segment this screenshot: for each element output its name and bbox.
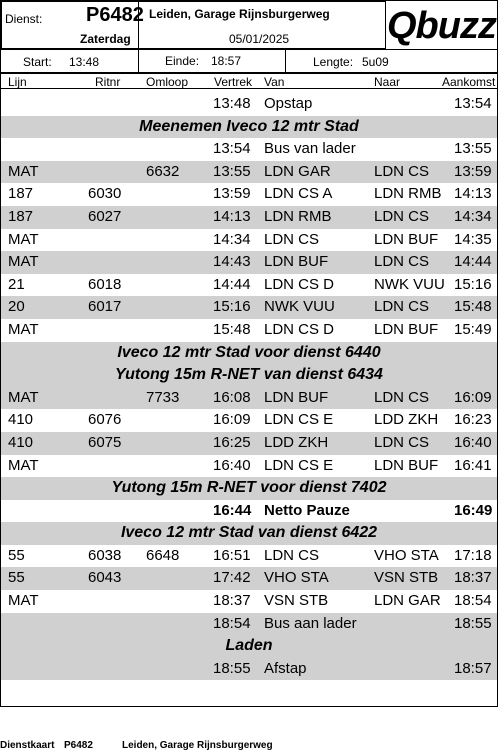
vertrek-cell: 16:51 (213, 546, 251, 564)
lijn-cell: 187 (8, 185, 34, 203)
vertrek-cell: 15:16 (213, 298, 251, 316)
lijn-cell: MAT (8, 230, 39, 248)
naar-cell: LDN CS (374, 433, 430, 451)
aankomst-cell: 15:49 (454, 320, 492, 338)
aankomst-cell: 14:13 (454, 185, 492, 203)
section-row (1, 364, 497, 387)
van-cell: Bus van lader (264, 140, 356, 158)
van-cell: Netto Pauze (264, 501, 350, 519)
aankomst-cell: 15:48 (454, 298, 492, 316)
section-row (1, 635, 497, 658)
trip-row (1, 658, 497, 681)
aankomst-cell: 16:41 (454, 456, 492, 474)
lijn-cell: 55 (8, 546, 25, 564)
van-cell: LDN CS (264, 546, 320, 564)
col-aankomst: Aankomst (442, 75, 496, 89)
naar-cell: LDN GAR (374, 592, 441, 610)
start-label: Start: (23, 55, 52, 69)
vertrek-cell: 13:59 (213, 185, 251, 203)
trip-row (1, 296, 497, 319)
dienst-box (1, 1, 144, 49)
aankomst-cell: 13:54 (454, 95, 492, 112)
garage-box (138, 1, 386, 49)
van-cell: LDN RMB (264, 207, 332, 225)
dienst-number: P6482 (86, 4, 144, 26)
section-title: Iveco 12 mtr Stad voor dienst 6440 (117, 343, 381, 361)
trip-row (1, 206, 497, 229)
lijn-cell: MAT (8, 592, 39, 610)
vertrek-cell: 13:54 (213, 140, 251, 158)
ritnr-cell: 6027 (88, 207, 122, 225)
aankomst-cell: 16:09 (454, 388, 492, 406)
lengte-value: 5u09 (362, 55, 389, 69)
trip-row (1, 183, 497, 206)
ritnr-cell: 6030 (88, 185, 122, 203)
footer-label: Dienstkaart (0, 740, 55, 751)
trip-row (1, 567, 497, 590)
einde-cell (138, 49, 286, 73)
van-cell: NWK VUU (264, 298, 335, 316)
lijn-cell: MAT (8, 320, 39, 338)
trip-row (1, 387, 497, 410)
aankomst-cell: 17:18 (454, 546, 492, 564)
van-cell: LDN GAR (264, 162, 331, 180)
vertrek-cell: 17:42 (213, 569, 251, 587)
aankomst-cell: 14:35 (454, 230, 492, 248)
vertrek-cell: 15:48 (213, 320, 251, 338)
col-ritnr: Ritnr (95, 75, 121, 89)
ritnr-cell: 6038 (88, 546, 122, 564)
section-title: Laden (225, 637, 273, 655)
van-cell: LDN CS D (264, 275, 335, 293)
trip-row (1, 93, 497, 116)
lijn-cell: 187 (8, 207, 34, 225)
lijn-cell: 410 (8, 411, 34, 429)
lengte-label: Lengte: (313, 55, 354, 69)
trip-row (1, 138, 497, 161)
trip-row (1, 455, 497, 478)
van-cell: LDN BUF (264, 388, 329, 406)
col-omloop: Omloop (146, 75, 189, 89)
trip-row (1, 161, 497, 184)
col-van: Van (264, 75, 285, 89)
naar-cell: LDN CS (374, 207, 430, 225)
date: 05/01/2025 (229, 32, 290, 46)
lijn-cell: MAT (8, 162, 39, 180)
garage-name: Leiden, Garage Rijnsburgerweg (149, 7, 330, 21)
vertrek-cell: 18:55 (213, 659, 251, 677)
naar-cell: NWK VUU (374, 275, 445, 293)
trip-row (1, 590, 497, 613)
van-cell: LDN CS (264, 230, 320, 248)
section-title: Yutong 15m R-NET van dienst 6434 (115, 366, 383, 384)
vertrek-cell: 18:37 (213, 592, 251, 610)
footer (0, 738, 500, 754)
header (1, 1, 497, 49)
vertrek-cell: 14:43 (213, 253, 251, 271)
aankomst-cell: 13:59 (454, 162, 492, 180)
naar-cell: VHO STA (374, 546, 439, 564)
omloop-cell: 6632 (146, 162, 180, 180)
dienst-label: Dienst: (5, 12, 43, 26)
start-time: 13:48 (69, 55, 100, 69)
omloop-cell: 7733 (146, 388, 180, 406)
naar-cell: LDN CS (374, 388, 430, 406)
aankomst-cell: 13:55 (454, 140, 492, 158)
vertrek-cell: 13:55 (213, 162, 251, 180)
van-cell: Opstap (264, 95, 313, 112)
lijn-cell: MAT (8, 388, 39, 406)
vertrek-cell: 14:34 (213, 230, 251, 248)
naar-cell: LDN BUF (374, 456, 439, 474)
van-cell: Bus aan lader (264, 614, 357, 632)
van-cell: VHO STA (264, 569, 329, 587)
trip-row (1, 274, 497, 297)
naar-cell: LDD ZKH (374, 411, 439, 429)
lijn-cell: 55 (8, 569, 25, 587)
trip-row (1, 545, 497, 568)
footer-garage: Leiden, Garage Rijnsburgerweg (122, 740, 273, 751)
lijn-cell: 20 (8, 298, 25, 316)
ritnr-cell: 6075 (88, 433, 122, 451)
einde-label: Einde: (165, 54, 200, 68)
van-cell: LDN CS E (264, 411, 334, 429)
col-lijn: Lijn (8, 75, 27, 89)
ritnr-cell: 6018 (88, 275, 122, 293)
van-cell: Afstap (264, 659, 307, 677)
trip-row (1, 613, 497, 636)
aankomst-cell: 18:55 (454, 614, 492, 632)
van-cell: LDN CS A (264, 185, 333, 203)
ritnr-cell: 6043 (88, 569, 122, 587)
pause-row (1, 500, 497, 523)
col-vertrek: Vertrek (214, 75, 253, 89)
vertrek-cell: 16:09 (213, 411, 251, 429)
lijn-cell: 21 (8, 275, 25, 293)
vertrek-cell: 14:13 (213, 207, 251, 225)
naar-cell: LDN CS (374, 298, 430, 316)
section-title: Iveco 12 mtr Stad van dienst 6422 (120, 524, 378, 542)
van-cell: LDN CS E (264, 456, 334, 474)
section-row (1, 522, 497, 545)
vertrek-cell: 16:40 (213, 456, 251, 474)
van-cell: LDD ZKH (264, 433, 329, 451)
day-name: Zaterdag (80, 32, 131, 46)
naar-cell: LDN BUF (374, 320, 439, 338)
van-cell: VSN STB (264, 592, 329, 610)
naar-cell: VSN STB (374, 569, 439, 587)
footer-dienst: P6482 (64, 740, 93, 751)
aankomst-cell: 18:57 (454, 659, 492, 677)
col-naar: Naar (374, 75, 401, 89)
trip-row (1, 409, 497, 432)
aankomst-cell: 16:23 (454, 411, 492, 429)
aankomst-cell: 18:37 (454, 569, 492, 587)
section-row (1, 477, 497, 500)
trip-row (1, 319, 497, 342)
section-title: Yutong 15m R-NET voor dienst 7402 (111, 479, 387, 497)
einde-time: 18:57 (211, 54, 242, 68)
ritnr-cell: 6017 (88, 298, 122, 316)
vertrek-cell: 16:25 (213, 433, 251, 451)
lijn-cell: 410 (8, 433, 34, 451)
trip-row (1, 251, 497, 274)
vertrek-cell: 18:54 (213, 614, 251, 632)
naar-cell: LDN CS (374, 162, 430, 180)
section-row (1, 116, 497, 139)
aankomst-cell: 14:34 (454, 207, 492, 225)
aankomst-cell: 14:44 (454, 253, 492, 271)
column-headers (1, 73, 497, 89)
aankomst-cell: 15:16 (454, 275, 492, 293)
naar-cell: LDN RMB (374, 185, 442, 203)
omloop-cell: 6648 (146, 546, 180, 564)
ritnr-cell: 6076 (88, 411, 122, 429)
van-cell: LDN BUF (264, 253, 329, 271)
van-cell: LDN CS D (264, 320, 335, 338)
vertrek-cell: 13:48 (213, 95, 251, 112)
aankomst-cell: 18:54 (454, 592, 492, 610)
aankomst-cell: 16:49 (454, 501, 493, 519)
lijn-cell: MAT (8, 253, 39, 271)
vertrek-cell: 16:44 (213, 501, 252, 519)
trip-row (1, 229, 497, 252)
vertrek-cell: 14:44 (213, 275, 251, 293)
naar-cell: LDN CS (374, 253, 430, 271)
section-title: Meenemen Iveco 12 mtr Stad (139, 117, 359, 135)
qbuzz-logo: Qbuzz (387, 5, 496, 47)
times-bar (1, 49, 497, 73)
trip-table (1, 93, 497, 680)
trip-row (1, 432, 497, 455)
aankomst-cell: 16:40 (454, 433, 492, 451)
naar-cell: LDN BUF (374, 230, 439, 248)
vertrek-cell: 16:08 (213, 388, 251, 406)
lijn-cell: MAT (8, 456, 39, 474)
section-row (1, 342, 497, 365)
